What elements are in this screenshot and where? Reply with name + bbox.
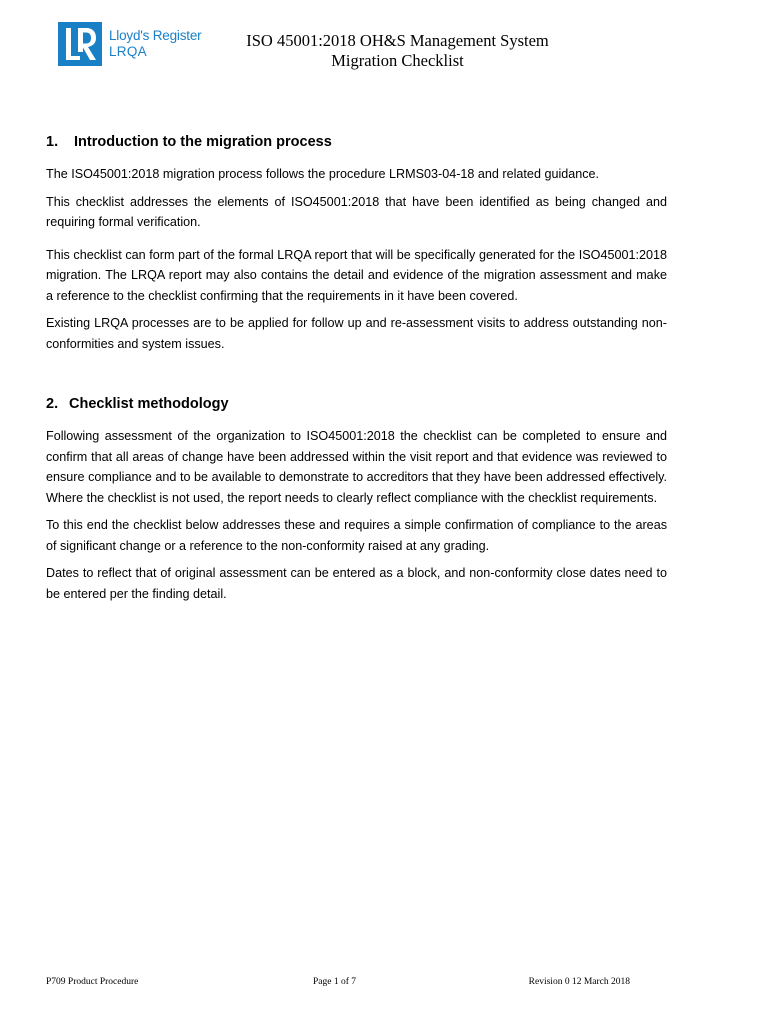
section-title: Introduction to the migration process bbox=[74, 134, 332, 150]
lloyds-register-logo bbox=[58, 22, 201, 66]
section-heading bbox=[46, 393, 667, 415]
logo-wordmark bbox=[109, 28, 201, 60]
lr-logo-icon bbox=[58, 22, 102, 66]
paragraph: The ISO45001:2018 migration process follows the procedure LRMS03-04-18 and related guidance. bbox=[46, 167, 600, 181]
paragraph: To this end the checklist below addresses these and requires a simple confirmation of compliance to the areas of significant change or a reference to the non-conformity raised at any grading. bbox=[46, 518, 667, 553]
footer-revision: Revision 0 12 March 2018 bbox=[528, 977, 630, 987]
section-introduction bbox=[46, 131, 667, 354]
page-header bbox=[0, 0, 768, 100]
paragraph: Following assessment of the organization to ISO45001:2018 the checklist can be completed to ensure and confirm that all areas of change have been addressed within the visit report and that evidence was reviewed to ensure compliance and to be available to demonstrate to accreditors that they have been addressed effectively. Where the checklist is not used, the report needs to clearly reflect compliance with the checklist requirements. bbox=[46, 429, 667, 505]
paragraph: Existing LRQA processes are to be applied for follow up and re-assessment visits to address outstanding non-conformities and system issues. bbox=[46, 316, 667, 351]
logo-text-line2: LRQA bbox=[109, 44, 147, 59]
document-title-line1: ISO 45001:2018 OH&S Management System bbox=[246, 31, 549, 50]
section-number: 2. bbox=[46, 396, 59, 412]
paragraph: Dates to reflect that of original assessment can be entered as a block, and non-conformity close dates need to be entered per the finding detail. bbox=[46, 566, 667, 601]
section-methodology bbox=[46, 393, 667, 604]
document-title bbox=[205, 31, 590, 71]
document-title-line2: Migration Checklist bbox=[331, 51, 464, 70]
section-heading bbox=[46, 131, 667, 153]
paragraph: This checklist can form part of the formal LRQA report that will be specifically generated for the ISO45001:2018 migration. The LRQA report may also contains the detail and evidence of the migration assessment and make a reference to the checklist confirming that the requirements in it have been covered. bbox=[46, 247, 667, 303]
footer-procedure: P709 Product Procedure bbox=[46, 977, 139, 987]
page-content bbox=[46, 131, 667, 611]
footer-page-number: Page 1 of 7 bbox=[313, 977, 357, 987]
section-title: Checklist methodology bbox=[69, 396, 229, 412]
logo-text-line1: Lloyd's Register bbox=[109, 28, 202, 43]
paragraph: This checklist addresses the elements of ISO45001:2018 that have been identified as being changed and requiring formal verification. bbox=[46, 194, 667, 229]
section-number: 1. bbox=[46, 134, 59, 150]
page-footer bbox=[46, 977, 630, 991]
